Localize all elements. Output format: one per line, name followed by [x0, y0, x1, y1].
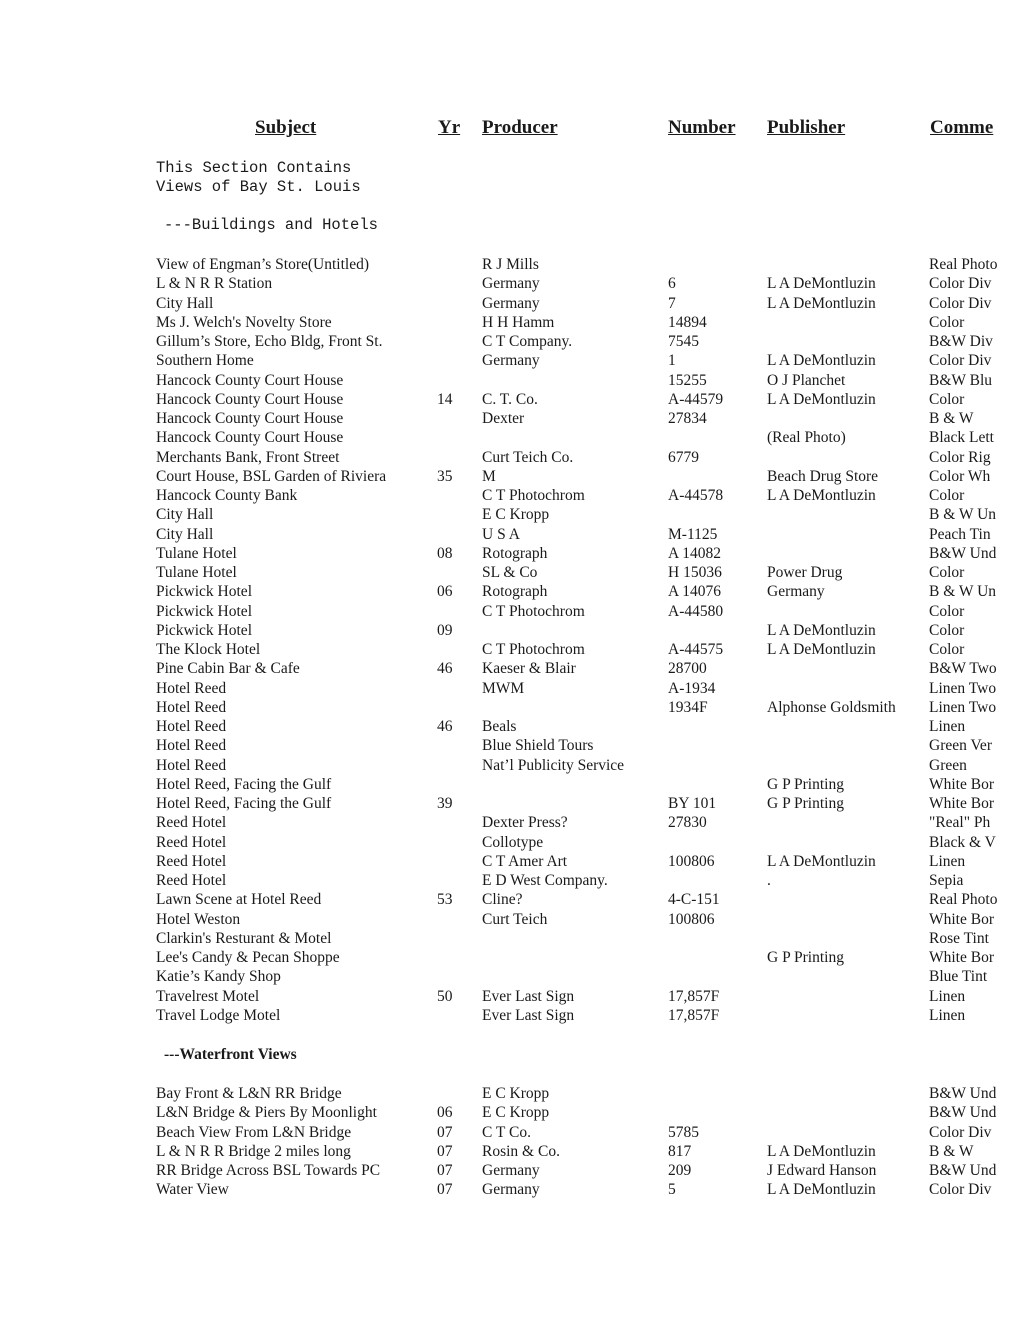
cell-number: A-44579: [668, 390, 724, 408]
cell-comments: White Bor: [929, 949, 994, 966]
cell-number: 7545: [668, 333, 699, 350]
cell-subject: Tulane Hotel: [156, 564, 237, 581]
cell-comments: Real Photo: [929, 891, 998, 909]
cell-producer: Beals: [482, 718, 517, 735]
table-row: [0, 582, 1020, 601]
intro-line-2: Views of Bay St. Louis: [156, 178, 361, 196]
table-row: [0, 1084, 1020, 1103]
header-publisher: Publisher: [767, 117, 846, 138]
cell-number: 5785: [668, 1123, 699, 1141]
cell-comments: B&W Und: [929, 1085, 997, 1102]
cell-subject: Hancock County Court House: [156, 390, 344, 408]
cell-publisher: L A DeMontluzin: [767, 621, 876, 639]
cell-producer: SL & Co: [482, 564, 538, 581]
cell-number: 209: [668, 1162, 692, 1179]
table-row: [0, 525, 1020, 544]
cell-publisher: G P Printing: [767, 949, 844, 966]
table-row: [0, 698, 1020, 717]
cell-subject: The Klock Hotel: [156, 641, 261, 658]
cell-number: 17,857F: [668, 987, 720, 1005]
cell-producer: C T Photochrom: [482, 641, 585, 658]
table-row: [0, 736, 1020, 755]
cell-yr: 06: [437, 583, 453, 601]
cell-subject: City Hall: [156, 525, 214, 543]
cell-comments: B&W Und: [929, 544, 997, 562]
table-row: [0, 756, 1020, 775]
cell-comments: "Real" Ph: [929, 814, 991, 832]
cell-subject: Hotel Weston: [156, 910, 241, 928]
cell-comments: Color Wh: [929, 467, 991, 485]
cell-comments: Black Lett: [929, 429, 994, 447]
table-row: [0, 467, 1020, 486]
cell-number: 17,857F: [668, 1006, 720, 1024]
cell-comments: Color Div: [929, 1123, 992, 1141]
cell-producer: Blue Shield Tours: [482, 737, 594, 755]
cell-subject: Merchants Bank, Front Street: [156, 448, 340, 466]
cell-comments: Color Div: [929, 294, 992, 312]
cell-number: 6: [668, 275, 676, 293]
cell-publisher: L A DeMontluzin: [767, 852, 876, 870]
cell-publisher: L A DeMontluzin: [767, 1181, 876, 1199]
cell-publisher: L A DeMontluzin: [767, 641, 876, 658]
cell-publisher: Alphonse Goldsmith: [767, 698, 896, 716]
section-title-buildings: ---Buildings and Hotels: [164, 216, 378, 234]
cell-number: 15255: [668, 371, 707, 389]
cell-producer: E C Kropp: [482, 1085, 550, 1102]
cell-yr: 46: [437, 718, 453, 735]
cell-yr: 09: [437, 621, 453, 639]
cell-producer: Curt Teich: [482, 910, 548, 928]
table-row: [0, 967, 1020, 986]
cell-subject: Hotel Reed: [156, 756, 227, 774]
table-row: [0, 640, 1020, 659]
cell-producer: Dexter: [482, 410, 525, 427]
table-row: [0, 833, 1020, 852]
table-row: [0, 313, 1020, 332]
table-row: [0, 813, 1020, 832]
cell-number: 7: [668, 294, 676, 312]
cell-subject: Tulane Hotel: [156, 544, 237, 562]
cell-number: BY 101: [668, 795, 717, 812]
cell-producer: U S A: [482, 525, 520, 543]
cell-producer: Collotype: [482, 833, 544, 851]
cell-producer: Ever Last Sign: [482, 987, 575, 1005]
cell-comments: Blue Tint: [929, 968, 988, 986]
table-row: [0, 563, 1020, 582]
cell-number: A 14082: [668, 544, 721, 562]
cell-yr: 35: [437, 467, 453, 485]
table-row: [0, 794, 1020, 813]
cell-subject: Clarkin's Resturant & Motel: [156, 929, 332, 947]
cell-comments: Color: [929, 641, 965, 658]
table-row: [0, 910, 1020, 929]
cell-producer: Ever Last Sign: [482, 1006, 575, 1024]
cell-subject: L & N R R Bridge 2 miles long: [156, 1142, 351, 1160]
cell-yr: 50: [437, 987, 453, 1005]
cell-yr: 06: [437, 1104, 453, 1122]
cell-comments: Color: [929, 621, 965, 639]
cell-yr: 39: [437, 795, 453, 812]
cell-comments: Color Rig: [929, 448, 991, 466]
cell-subject: City Hall: [156, 506, 214, 524]
cell-comments: Linen: [929, 718, 966, 735]
cell-comments: White Bor: [929, 910, 994, 928]
cell-subject: Court House, BSL Garden of Riviera: [156, 467, 387, 485]
cell-subject: Reed Hotel: [156, 833, 227, 851]
cell-producer: Germany: [482, 275, 540, 293]
cell-number: 27834: [668, 410, 707, 427]
cell-publisher: L A DeMontluzin: [767, 487, 876, 504]
cell-number: 100806: [668, 910, 715, 928]
cell-producer: Rosin & Co.: [482, 1142, 560, 1160]
table-row: [0, 929, 1020, 948]
cell-subject: Travel Lodge Motel: [156, 1006, 281, 1024]
cell-publisher: L A DeMontluzin: [767, 294, 876, 312]
cell-subject: Southern Home: [156, 352, 254, 370]
cell-yr: 14: [437, 390, 453, 408]
cell-comments: White Bor: [929, 795, 994, 812]
cell-producer: Germany: [482, 352, 540, 370]
cell-number: M-1125: [668, 525, 718, 543]
cell-comments: Color Div: [929, 352, 992, 370]
table-row: [0, 255, 1020, 274]
cell-subject: Hotel Reed: [156, 718, 227, 735]
cell-yr: 07: [437, 1123, 453, 1141]
cell-comments: Rose Tint: [929, 929, 989, 947]
cell-producer: R J Mills: [482, 256, 539, 273]
cell-comments: Linen Two: [929, 679, 997, 697]
table-row: [0, 294, 1020, 313]
cell-number: 27830: [668, 814, 707, 832]
cell-producer: Curt Teich Co.: [482, 448, 574, 466]
cell-number: 28700: [668, 660, 707, 678]
cell-comments: B&W Und: [929, 1162, 997, 1179]
cell-comments: Linen: [929, 1006, 966, 1024]
cell-comments: Real Photo: [929, 256, 998, 273]
cell-subject: Hotel Reed: [156, 698, 227, 716]
table-row: [0, 390, 1020, 409]
cell-producer: Dexter Press?: [482, 814, 568, 832]
cell-publisher: O J Planchet: [767, 371, 846, 389]
table-row: [0, 948, 1020, 967]
cell-comments: Color: [929, 602, 965, 620]
table-row: [0, 1123, 1020, 1142]
cell-comments: Color Div: [929, 275, 992, 293]
table-row: [0, 890, 1020, 909]
cell-number: 100806: [668, 852, 715, 870]
cell-subject: Hancock County Court House: [156, 371, 344, 389]
cell-comments: Green: [929, 756, 967, 774]
table-row: [0, 987, 1020, 1006]
section-title-waterfront: ---Waterfront Views: [164, 1046, 297, 1063]
buildings-table: [0, 255, 1020, 1025]
cell-comments: B&W Blu: [929, 371, 993, 389]
cell-publisher: L A DeMontluzin: [767, 275, 876, 293]
header-subject: Subject: [255, 117, 317, 138]
cell-comments: Color: [929, 313, 965, 331]
cell-publisher: Beach Drug Store: [767, 467, 879, 485]
cell-subject: Reed Hotel: [156, 872, 227, 889]
cell-subject: Hotel Reed: [156, 679, 227, 697]
table-row: [0, 717, 1020, 736]
cell-publisher: L A DeMontluzin: [767, 1142, 876, 1160]
cell-comments: Color Div: [929, 1181, 992, 1199]
table-row: [0, 621, 1020, 640]
cell-number: 1934F: [668, 698, 708, 716]
intro-line-1: This Section Contains: [156, 159, 352, 177]
cell-subject: City Hall: [156, 294, 214, 312]
cell-comments: Peach Tin: [929, 525, 991, 543]
table-row: [0, 486, 1020, 505]
cell-subject: RR Bridge Across BSL Towards PC: [156, 1162, 381, 1179]
table-row: [0, 679, 1020, 698]
cell-number: 817: [668, 1142, 692, 1160]
cell-subject: Gillum’s Store, Echo Bldg, Front St.: [156, 333, 383, 350]
cell-producer: C T Amer Art: [482, 852, 568, 870]
cell-number: 1: [668, 352, 676, 370]
table-row: [0, 448, 1020, 467]
table-row: [0, 871, 1020, 890]
cell-producer: Germany: [482, 1181, 540, 1199]
header-number: Number: [668, 117, 736, 138]
header-producer: Producer: [482, 117, 558, 138]
cell-yr: 07: [437, 1181, 453, 1199]
cell-producer: E C Kropp: [482, 1104, 550, 1122]
cell-subject: Pickwick Hotel: [156, 602, 252, 620]
cell-producer: C T Photochrom: [482, 487, 585, 504]
cell-subject: Bay Front & L&N RR Bridge: [156, 1085, 342, 1102]
cell-subject: Lee's Candy & Pecan Shoppe: [156, 949, 340, 966]
cell-producer: C T Photochrom: [482, 602, 585, 620]
cell-number: A-44578: [668, 487, 724, 504]
cell-comments: B & W: [929, 410, 974, 427]
header-comments: Comme: [930, 117, 994, 138]
cell-producer: Cline?: [482, 891, 523, 909]
table-row: [0, 332, 1020, 351]
cell-producer: Rotograph: [482, 583, 548, 601]
cell-publisher: J Edward Hanson: [767, 1162, 877, 1179]
cell-subject: Katie’s Kandy Shop: [156, 968, 281, 986]
cell-comments: B&W Two: [929, 660, 997, 678]
table-row: [0, 1180, 1020, 1199]
table-row: [0, 409, 1020, 428]
cell-subject: Travelrest Motel: [156, 987, 260, 1005]
cell-publisher: G P Printing: [767, 795, 844, 812]
table-row: [0, 852, 1020, 871]
cell-comments: White Bor: [929, 775, 994, 793]
cell-producer: Rotograph: [482, 544, 548, 562]
cell-producer: Nat’l Publicity Service: [482, 756, 625, 774]
cell-subject: Hotel Reed: [156, 737, 227, 755]
table-row: [0, 1161, 1020, 1180]
table-row: [0, 1103, 1020, 1122]
cell-comments: Color: [929, 564, 965, 581]
cell-subject: Hancock County Court House: [156, 410, 344, 427]
cell-subject: L & N R R Station: [156, 275, 273, 293]
cell-comments: Color: [929, 390, 965, 408]
cell-number: A-1934: [668, 679, 716, 697]
cell-comments: B & W Un: [929, 506, 997, 524]
cell-comments: B & W Un: [929, 583, 997, 601]
cell-yr: 07: [437, 1142, 453, 1160]
cell-subject: Pickwick Hotel: [156, 621, 252, 639]
cell-publisher: .: [767, 872, 771, 889]
cell-producer: E D West Company.: [482, 872, 608, 889]
cell-publisher: L A DeMontluzin: [767, 352, 876, 370]
cell-publisher: L A DeMontluzin: [767, 390, 876, 408]
cell-subject: Ms J. Welch's Novelty Store: [156, 313, 332, 331]
cell-comments: Black & V: [929, 833, 996, 851]
cell-yr: 53: [437, 891, 453, 909]
cell-subject: L&N Bridge & Piers By Moonlight: [156, 1104, 377, 1122]
cell-subject: Reed Hotel: [156, 852, 227, 870]
table-row: [0, 544, 1020, 563]
table-row: [0, 775, 1020, 794]
cell-producer: Kaeser & Blair: [482, 660, 576, 678]
cell-comments: Color: [929, 487, 965, 504]
cell-publisher: Germany: [767, 583, 825, 601]
cell-number: A-44580: [668, 602, 724, 620]
cell-subject: Pine Cabin Bar & Cafe: [156, 660, 300, 678]
cell-producer: C T Company.: [482, 333, 573, 350]
cell-subject: Beach View From L&N Bridge: [156, 1123, 352, 1141]
cell-comments: Linen: [929, 987, 966, 1005]
cell-yr: 08: [437, 544, 453, 562]
cell-subject: Reed Hotel: [156, 814, 227, 832]
cell-subject: Hancock County Bank: [156, 487, 298, 504]
table-row: [0, 371, 1020, 390]
cell-producer: Germany: [482, 294, 540, 312]
cell-yr: 46: [437, 660, 453, 678]
header-yr: Yr: [438, 117, 461, 138]
cell-comments: B&W Div: [929, 333, 993, 350]
cell-comments: Linen Two: [929, 698, 997, 716]
table-row: [0, 602, 1020, 621]
cell-comments: B&W Und: [929, 1104, 997, 1122]
cell-number: 4-C-151: [668, 891, 720, 909]
cell-subject: Lawn Scene at Hotel Reed: [156, 891, 322, 909]
cell-subject: Hotel Reed, Facing the Gulf: [156, 795, 332, 812]
cell-producer: H H Hamm: [482, 313, 555, 331]
cell-producer: Germany: [482, 1162, 540, 1179]
cell-comments: Sepia: [929, 872, 964, 889]
table-row: [0, 428, 1020, 447]
table-row: [0, 274, 1020, 293]
cell-subject: Hancock County Court House: [156, 429, 344, 447]
table-row: [0, 1006, 1020, 1025]
cell-producer: MWM: [482, 679, 525, 697]
cell-producer: C. T. Co.: [482, 390, 538, 408]
cell-number: 6779: [668, 448, 699, 466]
cell-number: 5: [668, 1181, 676, 1199]
cell-publisher: G P Printing: [767, 775, 844, 793]
cell-comments: Green Ver: [929, 737, 992, 755]
cell-publisher: Power Drug: [767, 564, 843, 581]
table-row: [0, 659, 1020, 678]
cell-comments: Linen: [929, 852, 966, 870]
cell-publisher: (Real Photo): [767, 429, 846, 447]
cell-subject: View of Engman’s Store(Untitled): [156, 256, 370, 273]
table-row: [0, 505, 1020, 524]
cell-number: H 15036: [668, 564, 722, 581]
cell-producer: C T Co.: [482, 1123, 531, 1141]
cell-subject: Hotel Reed, Facing the Gulf: [156, 775, 332, 793]
cell-producer: M: [482, 467, 496, 485]
cell-number: 14894: [668, 313, 707, 331]
cell-subject: Water View: [156, 1181, 229, 1199]
table-row: [0, 351, 1020, 370]
cell-comments: B & W: [929, 1142, 974, 1160]
cell-number: A-44575: [668, 641, 724, 658]
cell-subject: Pickwick Hotel: [156, 583, 252, 601]
cell-producer: E C Kropp: [482, 506, 550, 524]
waterfront-table: [0, 1084, 1020, 1200]
table-row: [0, 1142, 1020, 1161]
cell-yr: 07: [437, 1162, 453, 1179]
cell-number: A 14076: [668, 583, 721, 601]
